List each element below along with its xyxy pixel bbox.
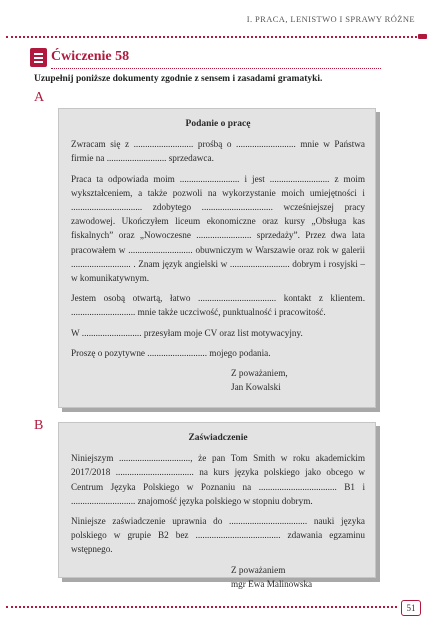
paragraph: Praca ta odpowiada moim .......................... i jest .......................... z moim wykształceniem, a także pozwoli na wykorzystanie moich umiejętności i ............................... zdobytego ............................... wcześniejszej pracy zawodowej. Ukończyłem liceum ekonomiczne oraz kursy „Obsługa kas fiskalnych” oraz „Nowoczesne ........................ sprzedaży”. Przez dwa lata pracowałem w ............................ obuwniczym w Warszawie oraz rok w galerii .......................... . Znam język angielski w .......................... dobrym i rosyjski – w komunikatywnym.	[71, 173, 365, 284]
top-divider	[6, 36, 421, 38]
exercise-title: Ćwiczenie 58	[51, 49, 130, 64]
paragraph: W .......................... przesyłam moje CV oraz list motywacyjny.	[71, 327, 303, 338]
closing: Z poważaniem	[231, 564, 286, 575]
paragraph: Niniejsze zaświadczenie uprawnia do .................................. nauki języka polskiego w grupie B2 bez ..................................... zdawania egzaminu wstępnego.	[71, 516, 365, 555]
bottom-divider	[6, 606, 397, 608]
paragraph: Jestem osobą otwartą, łatwo .................................. kontakt z klientem. ............................ mnie także uczciwość, punktualność i pracowitość.	[71, 293, 365, 318]
exercise-title-underline	[51, 68, 381, 69]
section-b-letter: B	[34, 418, 44, 433]
closing: Z poważaniem,	[231, 368, 288, 379]
paragraph: Proszę o pozytywne .......................... mojego podania.	[71, 347, 271, 358]
section-a-letter: A	[34, 90, 45, 105]
checklist-icon	[30, 48, 47, 67]
top-divider-end	[418, 34, 427, 39]
document-application	[58, 108, 376, 408]
document-title: Zaświadczenie	[188, 433, 248, 443]
exercise-instruction: Uzupełnij poniższe dokumenty zgodnie z sensem i zasadami gramatyki.	[34, 74, 323, 84]
paragraph: Niniejszym ..............................., że pan Tom Smith w roku akademickim 2017/2018 .................................. na kurs języka polskiego jako obcego w Centrum Języka Polskiego w Poznaniu na .................................. B1 i ............................ znajomość języka polskiego w stopniu dobrym.	[71, 453, 365, 506]
page-number: 51	[401, 600, 421, 616]
document-title: Podanie o pracę	[185, 119, 251, 129]
signature: mgr Ewa Malinowska	[231, 578, 313, 589]
signature: Jan Kowalski	[231, 382, 281, 393]
document-certificate	[58, 422, 376, 589]
paragraph: Zwracam się z .......................... prośbą o .......................... mnie w Państwa firmie na .......................... sprzedawca.	[71, 139, 365, 164]
chapter-header: I. PRACA, LENISTWO I SPRAWY RÓŻNE	[246, 14, 415, 24]
